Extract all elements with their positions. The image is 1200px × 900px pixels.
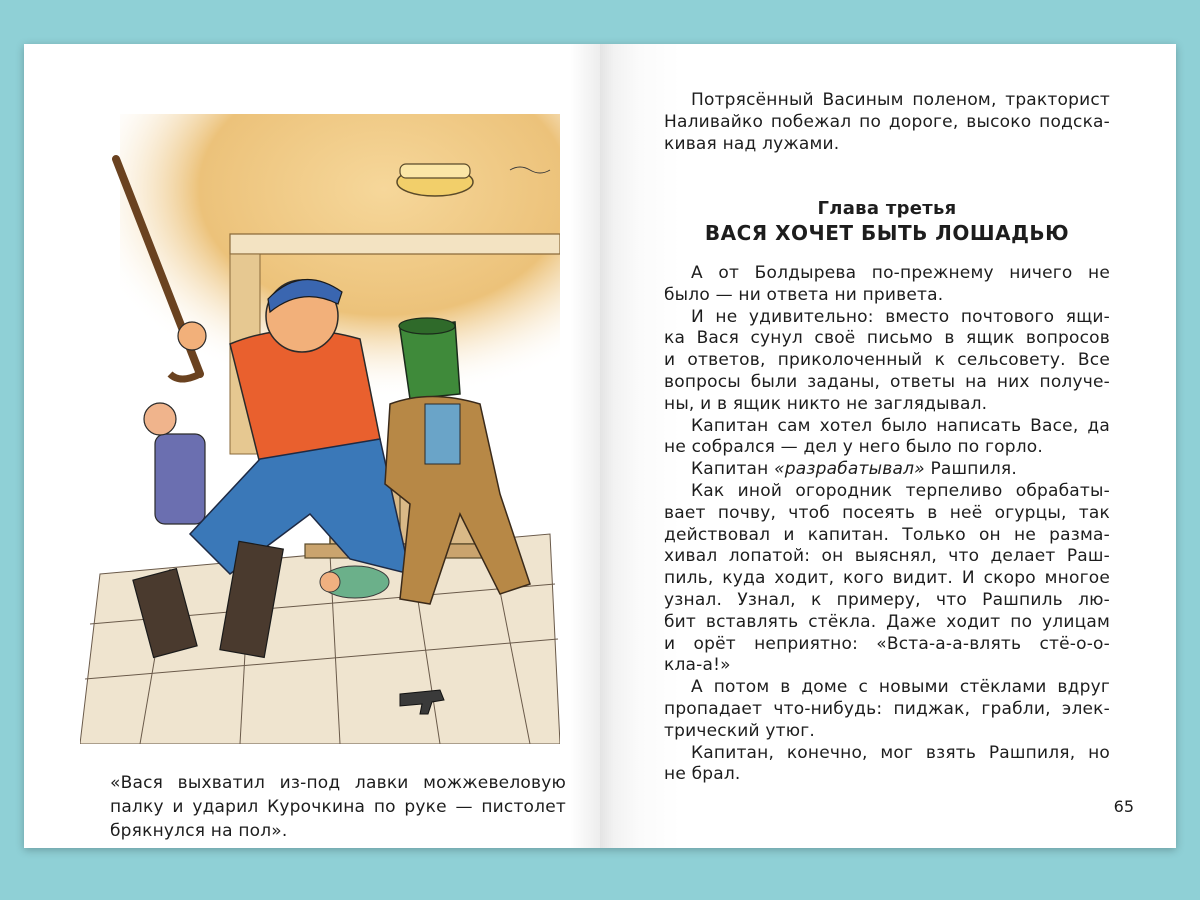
paragraph bbox=[664, 416, 1110, 460]
text-line: бит вставлять стёкла. Даже ходит по улицам bbox=[664, 611, 1110, 632]
text-line: узнал. Узнал, к примеру, что Рашпиль лю- bbox=[664, 589, 1110, 610]
caption-line: «Вася выхватил из-под лавки можжевеловую bbox=[110, 773, 566, 793]
caption-line: брякнулся на пол». bbox=[110, 821, 288, 841]
text-line: Капитан «разрабатывал» Рашпиля. bbox=[691, 459, 1017, 480]
gutter-shadow bbox=[570, 44, 600, 848]
paragraph bbox=[664, 307, 1110, 416]
paragraph bbox=[664, 677, 1110, 742]
text-line: А потом в доме с новыми стёклами вдруг bbox=[691, 677, 1110, 698]
chapter-title: ВАСЯ ХОЧЕТ БЫТЬ ЛОШАДЬЮ bbox=[704, 221, 1070, 245]
caption-line: палку и ударил Курочкина по руке — пистолет bbox=[110, 797, 566, 817]
text-line: было — ни ответа ни привета. bbox=[664, 284, 944, 305]
text-line: вопросы были заданы, ответы на них получе- bbox=[664, 371, 1110, 392]
illustration bbox=[80, 104, 560, 744]
page-number: 65 bbox=[1113, 797, 1134, 816]
text-line: Капитан сам хотел было написать Васе, да bbox=[691, 415, 1110, 436]
paragraph bbox=[664, 459, 1110, 481]
illustration-caption bbox=[110, 771, 566, 843]
text-line: хивал лопатой: он выяснял, что делает Раш- bbox=[664, 546, 1110, 567]
text-line: Наливайко побежал по дороге, высоко подска- bbox=[664, 111, 1110, 132]
text-line: ка Вася сунул своё письмо в ящик вопросов bbox=[664, 328, 1110, 349]
text-line: Потрясённый Васиным поленом, тракторист bbox=[691, 90, 1110, 110]
intro-paragraph bbox=[664, 90, 1110, 155]
text-line: не брал. bbox=[664, 764, 741, 785]
paragraph bbox=[664, 743, 1110, 787]
chapter-body bbox=[664, 263, 1110, 786]
text-line: действовал и капитан. Только он не разма- bbox=[664, 524, 1110, 545]
text-line: не собрался — дел у него было по горло. bbox=[664, 437, 1044, 458]
text-line: и ответов, приколоченный к сельсовету. Все bbox=[664, 350, 1110, 371]
paragraph bbox=[664, 481, 1110, 677]
left-page bbox=[24, 44, 600, 848]
text-line: трический утюг. bbox=[664, 720, 815, 741]
text-line: Как иной огородник терпеливо обрабаты- bbox=[691, 480, 1110, 501]
text-line: пиль, куда ходит, кого видит. И скоро многое bbox=[664, 568, 1110, 589]
text-line: и орёт неприятно: «Вста-а-а-влять стё-о-о- bbox=[664, 633, 1110, 654]
text-line: пропадает что-нибудь: пиджак, грабли, элек- bbox=[664, 698, 1110, 719]
text-line: Капитан, конечно, мог взять Рашпиля, но bbox=[691, 742, 1110, 763]
chapter-label: Глава третья bbox=[817, 198, 957, 219]
text-line: кивая над лужами. bbox=[664, 133, 840, 154]
text-line: кла-а!» bbox=[664, 655, 731, 676]
italic-word: «разрабатывал» bbox=[774, 459, 925, 480]
text-line: А от Болдырева по-прежнему ничего не bbox=[691, 263, 1110, 283]
text-line: ны, и в ящик никто не заглядывал. bbox=[664, 393, 988, 414]
paragraph bbox=[664, 263, 1110, 307]
text-line: вает почву, чтоб посеять в неё огурцы, так bbox=[664, 502, 1110, 523]
text-line: И не удивительно: вместо почтового ящи- bbox=[691, 306, 1110, 327]
